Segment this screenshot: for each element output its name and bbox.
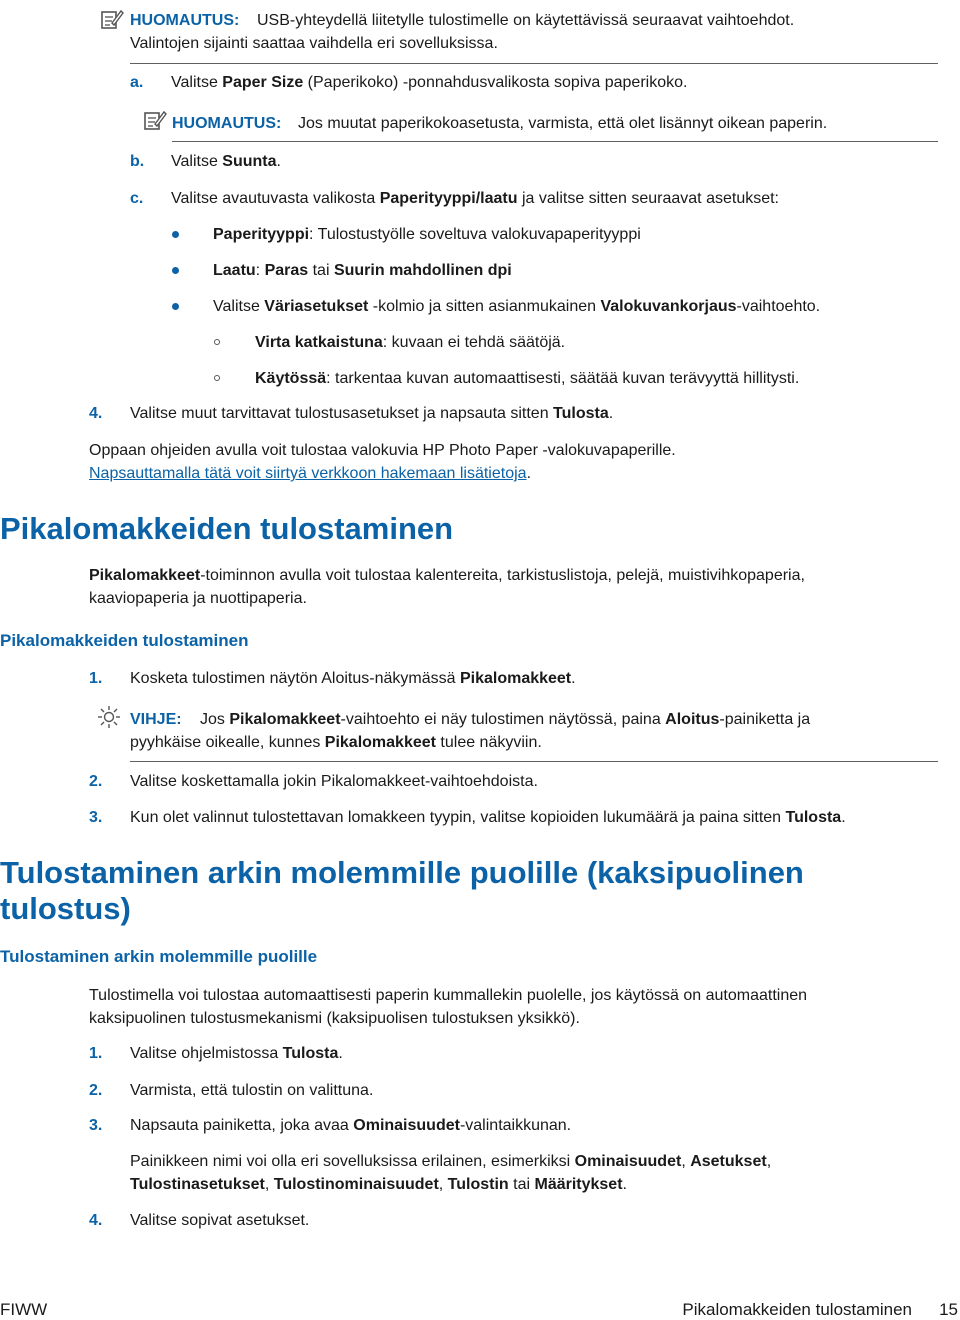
sub-bullet	[214, 339, 220, 345]
section-heading-line1: Tulostaminen arkin molemmille puolille (kaksipuolinen	[0, 855, 804, 890]
step-c-marker: c.	[130, 190, 144, 207]
sub-bullet	[214, 375, 220, 381]
section2-intro-line1: Tulostimella voi tulostaa automaattisesti paperin kummallekin puolelle, jos käytössä on automaattinen	[89, 987, 808, 1004]
s2-step-1-marker: 1.	[89, 1045, 103, 1062]
note-text: Jos muutat paperikokoasetusta, varmista, että olet lisännyt oikean paperin.	[298, 115, 828, 132]
more-info-link[interactable]: Napsauttamalla tätä voit siirtyä verkkoon hakemaan lisätietoja	[89, 465, 527, 482]
note-divider	[130, 63, 938, 64]
tip-text-line1: Jos Pikalomakkeet-vaihtoehto ei näy tulostimen näytössä, paina Aloitus-painiketta ja	[200, 711, 811, 728]
step-b-marker: b.	[130, 153, 145, 170]
note-icon	[100, 8, 124, 30]
hp-paragraph-line2: Napsauttamalla tätä voit siirtyä verkkoon hakemaan lisätietoja.	[89, 465, 532, 482]
note-text-line1: USB-yhteydellä liitetylle tulostimelle on käytettävissä seuraavat vaihtoehdot.	[257, 12, 795, 29]
s2-step-3-note-line2: Tulostinasetukset, Tulostinominaisuudet, Tulostin tai Määritykset.	[130, 1176, 627, 1193]
s2-step-3-note-line1: Painikkeen nimi voi olla eri sovelluksissa erilainen, esimerkiksi Ominaisuudet, Asetukset,	[130, 1153, 772, 1170]
s1-step-2-text: Valitse koskettamalla jokin Pikalomakkeet-vaihtoehdoista.	[130, 773, 538, 790]
tip-text-line2: pyyhkäise oikealle, kunnes Pikalomakkeet tulee näkyviin.	[130, 734, 542, 751]
bullet-variasetukset: Valitse Väriasetukset -kolmio ja sitten asianmukainen Valokuvankorjaus-vaihtoehto.	[213, 298, 821, 315]
section-heading-line2: tulostus)	[0, 891, 131, 926]
step-b-text: Valitse Suunta.	[171, 153, 281, 170]
s2-step-1-text: Valitse ohjelmistossa Tulosta.	[130, 1045, 343, 1062]
footer-page-number: 15	[939, 1300, 958, 1319]
s2-step-2-text: Varmista, että tulostin on valittuna.	[130, 1082, 374, 1099]
s2-step-3-marker: 3.	[89, 1117, 103, 1134]
footer-locale: FIWW	[0, 1300, 48, 1319]
subsection-heading: Tulostaminen arkin molemmille puolille	[0, 947, 318, 966]
s2-step-3-text: Napsauta painiketta, joka avaa Ominaisuudet-valintaikkunan.	[130, 1117, 572, 1134]
subbullet-kaytossa: Käytössä: tarkentaa kuvan automaattisesti, säätää kuvan terävyyttä hillitysti.	[255, 370, 800, 387]
step-a-text: Valitse Paper Size (Paperikoko) -ponnahdusvalikosta sopiva paperikoko.	[171, 74, 688, 91]
bullet	[172, 231, 179, 238]
s2-step-4-marker: 4.	[89, 1212, 103, 1229]
tip-label: VIHJE:	[130, 711, 182, 728]
bullet	[172, 303, 179, 310]
tip-divider	[130, 761, 938, 762]
s1-step-2-marker: 2.	[89, 773, 103, 790]
bullet	[172, 267, 179, 274]
subsection-heading: Pikalomakkeiden tulostaminen	[0, 631, 249, 650]
footer-section-title: Pikalomakkeiden tulostaminen	[682, 1300, 912, 1319]
hp-paragraph-line1: Oppaan ohjeiden avulla voit tulostaa valokuvia HP Photo Paper -valokuvapaperille.	[89, 442, 676, 459]
step-4-marker: 4.	[89, 405, 103, 422]
note-label: HUOMAUTUS:	[130, 12, 240, 29]
section1-intro-line2: kaaviopaperia ja nuottipaperia.	[89, 590, 307, 607]
s1-step-3-text: Kun olet valinnut tulostettavan lomakkeen tyypin, valitse kopioiden lukumäärä ja paina sitten Tulosta.	[130, 809, 846, 826]
s1-step-3-marker: 3.	[89, 809, 103, 826]
section2-intro-line2: kaksipuolinen tulostusmekanismi (kaksipuolisen tulostuksen yksikkö).	[89, 1010, 580, 1027]
note-label: HUOMAUTUS:	[172, 115, 282, 132]
section1-intro-line1: Pikalomakkeet-toiminnon avulla voit tulostaa kalentereita, tarkistuslistoja, pelejä, muistivihkopaperia,	[89, 567, 805, 584]
step-c-text: Valitse avautuvasta valikosta Paperityyppi/laatu ja valitse sitten seuraavat asetukset:	[171, 190, 779, 207]
bullet-laatu: Laatu: Paras tai Suurin mahdollinen dpi	[213, 262, 512, 279]
subbullet-virta: Virta katkaistuna: kuvaan ei tehdä säätöjä.	[255, 334, 566, 351]
bullet-paperityyppi: Paperityyppi: Tulostustyölle soveltuva valokuvapaperityyppi	[213, 226, 641, 243]
section-heading: Pikalomakkeiden tulostaminen	[0, 511, 454, 546]
note-divider	[172, 141, 938, 142]
s2-step-4-text: Valitse sopivat asetukset.	[130, 1212, 310, 1229]
s1-step-1-marker: 1.	[89, 670, 103, 687]
step-a-marker: a.	[130, 74, 144, 91]
s1-step-1-text: Kosketa tulostimen näytön Aloitus-näkymässä Pikalomakkeet.	[130, 670, 576, 687]
s2-step-2-marker: 2.	[89, 1082, 103, 1099]
lightbulb-icon	[96, 704, 122, 730]
step-4-text: Valitse muut tarvittavat tulostusasetukset ja napsauta sitten Tulosta.	[130, 405, 614, 422]
note-icon	[143, 109, 167, 131]
note-text-line2: Valintojen sijainti saattaa vaihdella eri sovelluksissa.	[130, 35, 498, 52]
